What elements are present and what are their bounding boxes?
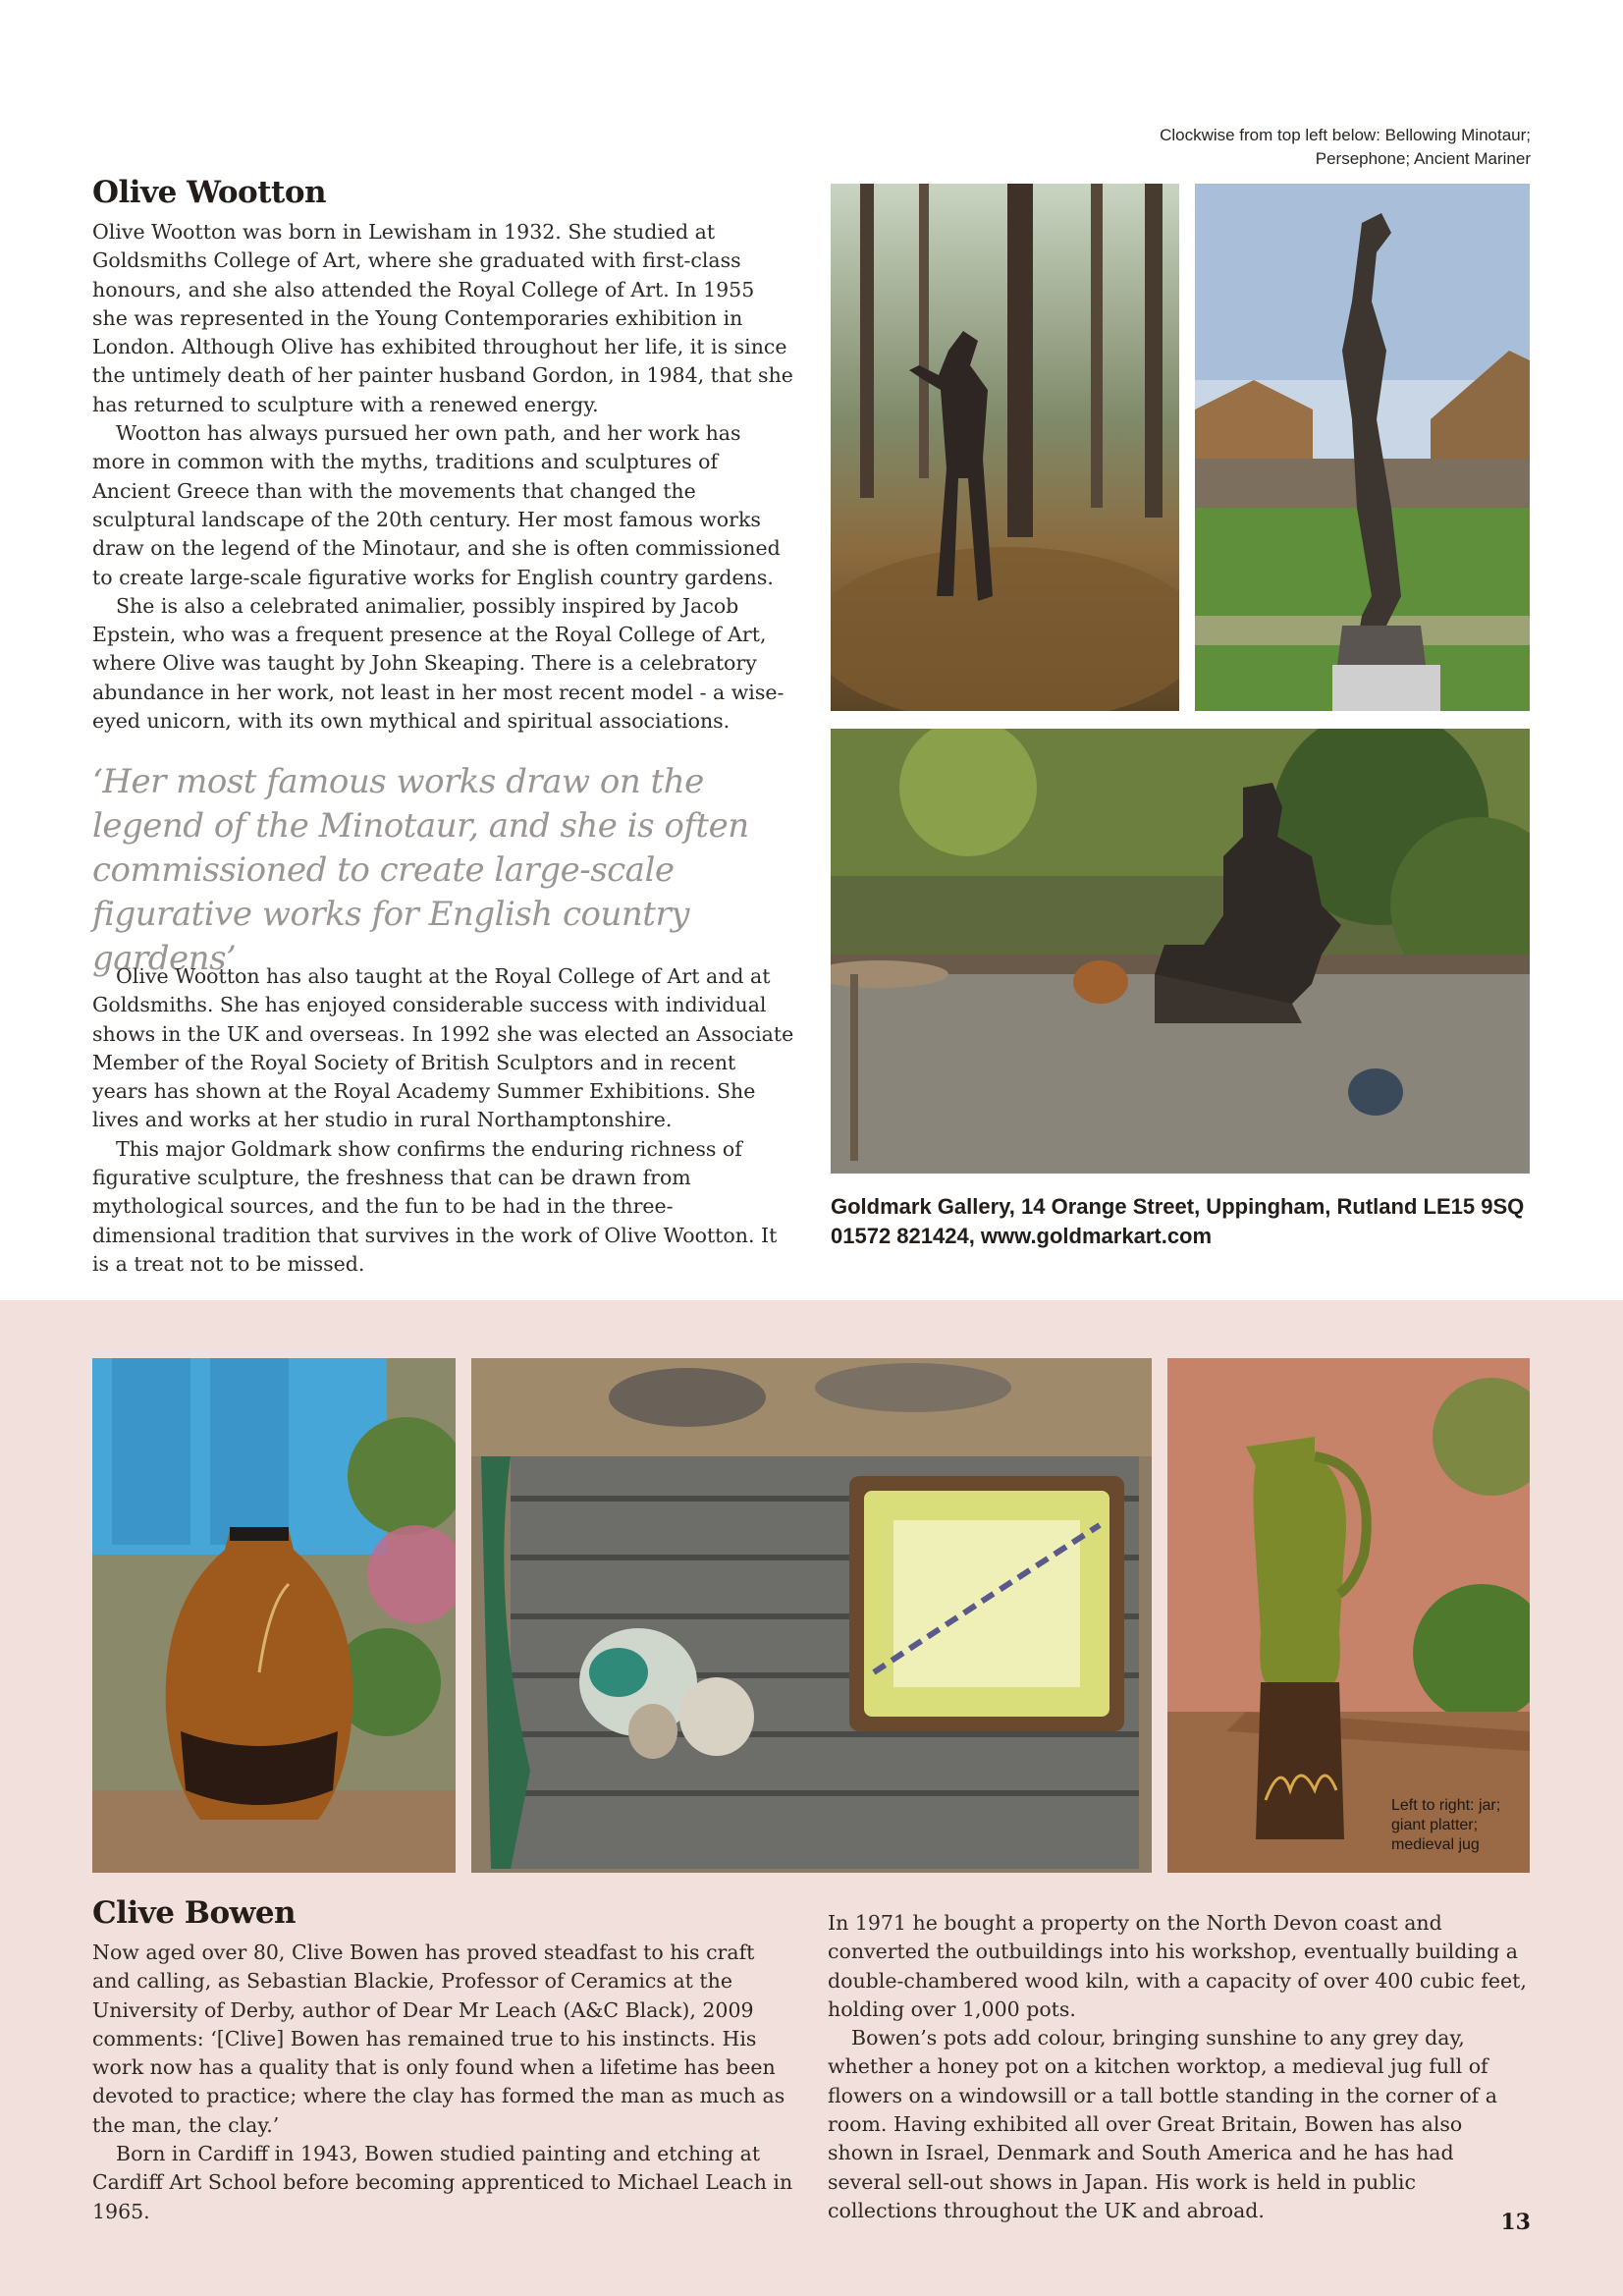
article-heading-bowen: Clive Bowen xyxy=(92,1895,297,1931)
paragraph: Olive Wootton was born in Lewisham in 1932. She studied at Goldsmiths College of Art, where she graduated with first-class honours, and she also attended the Royal College of Art. In 1955 she was represented in the Young Contemporaries exhibition in London. Although Olive has exhibited throughout her life, it is since the untimely death of her painter husband Gordon, in 1984, that she has returned to sculpture with a renewed energy. xyxy=(92,220,793,416)
photo-bellowing-minotaur xyxy=(831,184,1179,711)
photo-persephone xyxy=(1195,184,1530,711)
paragraph: Now aged over 80, Clive Bowen has proved steadfast to his craft and calling, as Sebastian Blackie, Professor of Ceramics at the University of Derby, author of Dear Mr Leach (A&C Black), 2009 comments: ‘[Clive] Bowen has remained true to his instincts. His work now has a quality that is only found when a lifetime has been devoted to practice; where the clay has formed the man as much as the man, the clay.’ xyxy=(92,1941,785,2137)
contact-line: 01572 821424, www.goldmarkart.com xyxy=(831,1224,1213,1248)
photo-caption-pottery: Left to right: jar; giant platter; medieval jug xyxy=(1391,1797,1501,1853)
article-heading-wootton: Olive Wootton xyxy=(92,175,327,210)
paragraph: In 1971 he bought a property on the North Devon coast and converted the outbuildings into his workshop, eventually building a double-chambered wood kiln, with a capacity of over 400 cubic feet, holding over 1,000 pots. xyxy=(828,1911,1527,2021)
article-body-bowen-col1 xyxy=(92,1939,795,2226)
pull-quote: ‘Her most famous works draw on the legend of the Minotaur, and she is often commissioned to create large-scale figurative works for English country gardens’ xyxy=(92,762,749,978)
gallery-address xyxy=(831,1192,1538,1251)
page-number: 13 xyxy=(1500,2210,1531,2235)
photo-jar xyxy=(92,1358,456,1873)
paragraph: Wootton has always pursued her own path, and her work has more in common with the myths, traditions and sculptures of Ancient Greece than with the movements that changed the sculptural landscape of the 20th century. Her most famous works draw on the legend of the Minotaur, and she is often commissioned to create large-scale figurative works for English country gardens. xyxy=(92,421,781,589)
article-body-wootton-top xyxy=(92,218,795,736)
photo-medieval-jug xyxy=(1167,1358,1530,1873)
photo-giant-platter xyxy=(471,1358,1152,1873)
photo-ancient-mariner xyxy=(831,729,1530,1174)
address-line: Goldmark Gallery, 14 Orange Street, Uppingham, Rutland LE15 9SQ xyxy=(831,1194,1525,1219)
paragraph: Olive Wootton has also taught at the Royal College of Art and at Goldsmiths. She has enjoyed considerable success with individual shows in the UK and overseas. In 1992 she was elected an Associate Member of the Royal Society of British Sculptors and in recent years has shown at the Royal Academy Summer Exhibitions. She lives and works at her studio in rural Northamptonshire. xyxy=(92,964,794,1132)
paragraph: Born in Cardiff in 1943, Bowen studied painting and etching at Cardiff Art School before becoming apprenticed to Michael Leach in 1965. xyxy=(92,2142,793,2223)
paragraph: Bowen’s pots add colour, bringing sunshine to any grey day, whether a honey pot on a kitchen worktop, a medieval jug full of flowers on a windowsill or a tall bottle standing in the corner of a room. Having exhibited all over Great Britain, Bowen has also shown in Israel, Denmark and South America and he has had several sell-out shows in Japan. His work is held in public collections throughout the UK and abroad. xyxy=(828,2026,1497,2222)
article-body-wootton-bottom xyxy=(92,962,795,1279)
photo-caption-sculptures: Clockwise from top left below: Bellowing Minotaur; Persephone; Ancient Mariner xyxy=(1160,126,1531,168)
paragraph: This major Goldmark show confirms the enduring richness of figurative sculpture, the freshness that can be drawn from mythological sources, and the fun to be had in the three-dimensional tradition that survives in the work of Olive Wootton. It is a treat not to be missed. xyxy=(92,1136,778,1276)
article-body-bowen-col2 xyxy=(828,1909,1531,2225)
paragraph: She is also a celebrated animalier, possibly inspired by Jacob Epstein, who was a frequent presence at the Royal College of Art, where Olive was taught by John Skeaping. There is a celebratory abundance in her work, not least in her most recent model - a wise-eyed unicorn, with its own mythical and spiritual associations. xyxy=(92,593,784,734)
